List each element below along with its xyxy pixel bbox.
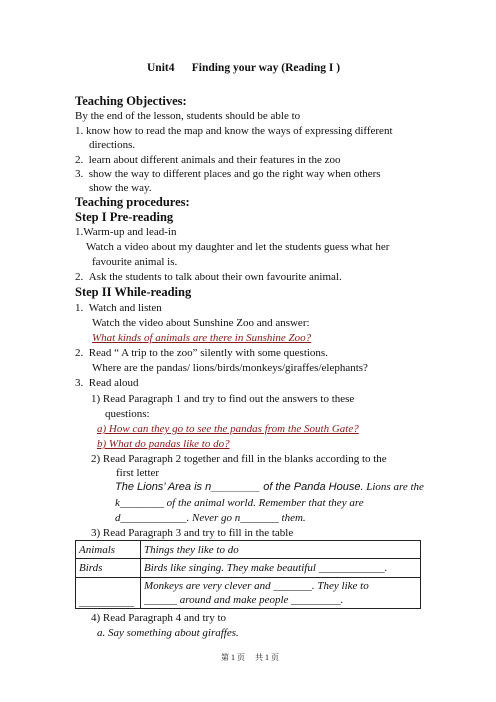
step2-heading: Step II While-reading: [75, 285, 192, 299]
step2-item-1: 1. Watch and listen: [75, 302, 162, 314]
table-cell: [141, 578, 421, 609]
table-header-cell: Things they like to do: [141, 541, 421, 559]
step1-heading: Step I Pre-reading: [75, 210, 174, 224]
table-cell-line: Monkeys are very clever and _______. They like to: [144, 580, 369, 592]
fill-blank-1: The Lions’ Area is n________ of the Panda House.: [115, 481, 364, 493]
step2-item-2: 2. Read “ A trip to the zoo” silently with some questions.: [75, 347, 328, 359]
read-aloud-sub-4-a: a. Say something about giraffes.: [97, 627, 239, 639]
step1-item-1: 1.Warm-up and lead-in: [75, 226, 177, 238]
objectives-intro: By the end of the lesson, students should be able to: [75, 110, 301, 122]
fill-blank-line-2: k________ of the animal world. Remember that they are: [115, 497, 364, 509]
table-row: [76, 559, 421, 578]
objective-3: 3. show the way to different places and go the right way when others: [75, 168, 381, 180]
read-aloud-sub-2-cont: first letter: [116, 467, 160, 479]
question-b: b) What do pandas like to do?: [97, 438, 230, 450]
fill-blank-line-3: d____________. Never go n_______ them.: [115, 512, 306, 524]
objective-2: 2. learn about different animals and their features in the zoo: [75, 154, 341, 166]
objective-3-cont: show the way.: [89, 182, 152, 194]
read-aloud-sub-4: 4) Read Paragraph 4 and try to: [91, 612, 227, 624]
step1-item-1-text: Watch a video about my daughter and let the students guess what her: [86, 241, 390, 253]
step1-item-1-text-cont: favourite animal is.: [92, 256, 178, 268]
step1-item-2: 2. Ask the students to talk about their own favourite animal.: [75, 271, 342, 283]
read-aloud-sub-2: 2) Read Paragraph 2 together and fill in the blanks according to the: [91, 453, 387, 465]
step2-item-2-text: Where are the pandas/ lions/birds/monkeys/giraffes/elephants?: [92, 362, 368, 374]
table-row: [76, 541, 421, 559]
procedures-heading: Teaching procedures:: [75, 195, 190, 209]
step2-item-3: 3. Read aloud: [75, 377, 139, 389]
step2-item-1-text: Watch the video about Sunshine Zoo and answer:: [92, 317, 310, 329]
objective-1: 1. know how to read the map and know the ways of expressing different: [75, 125, 393, 137]
read-aloud-sub-3: 3) Read Paragraph 3 and try to fill in the table: [91, 527, 294, 539]
table-row: [76, 578, 421, 609]
read-aloud-sub-1: 1) Read Paragraph 1 and try to find out the answers to these: [91, 393, 355, 405]
animals-table: [75, 540, 421, 609]
page-footer: 第 1 页 共 1 页: [221, 653, 279, 662]
table-cell: Birds like singing. They make beautiful ____________.: [141, 559, 421, 578]
objectives-heading: Teaching Objectives:: [75, 94, 187, 108]
fill-blank-line-1: [115, 481, 424, 494]
page-title: Unit4 Finding your way (Reading I ): [147, 62, 341, 74]
read-aloud-sub-1-cont: questions:: [105, 408, 150, 420]
step2-item-1-question: What kinds of animals are there in Sunshine Zoo?: [92, 332, 312, 344]
table-cell-line: ______ around and make people _________.: [144, 594, 344, 606]
fill-blank-1-tail: Lions are the: [366, 481, 424, 493]
objective-1-cont: directions.: [89, 139, 136, 151]
table-header-cell: Animals: [76, 541, 141, 559]
question-a: a) How can they go to see the pandas from the South Gate?: [97, 423, 359, 435]
table-cell: Birds: [76, 559, 141, 578]
table-cell: __________: [76, 578, 141, 609]
